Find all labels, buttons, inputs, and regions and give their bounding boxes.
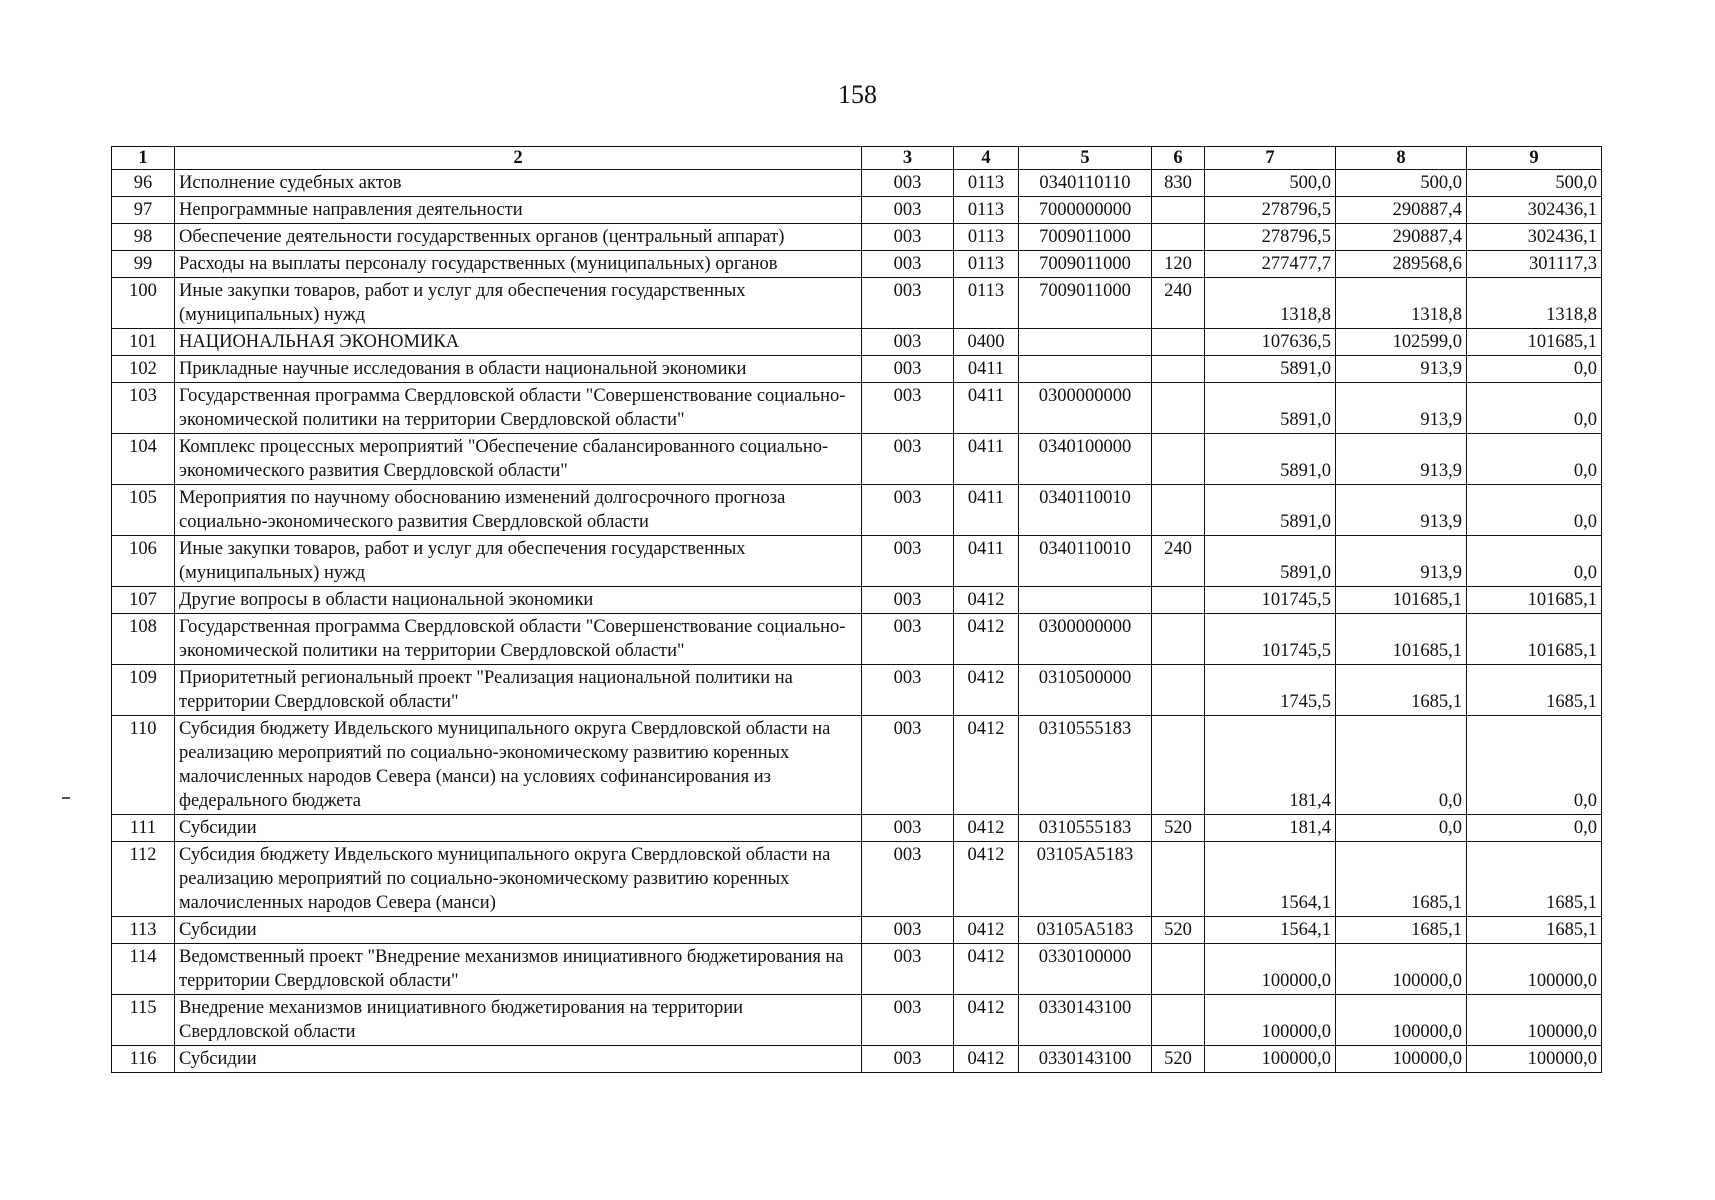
ministry-code: 003 xyxy=(862,224,954,251)
page-number: 158 xyxy=(838,80,877,109)
amount-col-9: 1685,1 xyxy=(1467,842,1602,917)
amount-col-8: 1318,8 xyxy=(1336,278,1467,329)
amount-col-9: 302436,1 xyxy=(1467,197,1602,224)
row-number: 96 xyxy=(112,170,175,197)
amount-col-9: 0,0 xyxy=(1467,383,1602,434)
amount-col-8: 500,0 xyxy=(1336,170,1467,197)
scan-mark xyxy=(62,797,70,799)
expense-name: Непрограммные направления деятельности xyxy=(175,197,862,224)
amount-col-7: 5891,0 xyxy=(1205,434,1336,485)
amount-col-7: 277477,7 xyxy=(1205,251,1336,278)
table-row xyxy=(112,224,1602,251)
amount-col-7: 181,4 xyxy=(1205,815,1336,842)
section-code: 0113 xyxy=(954,251,1019,278)
row-number: 105 xyxy=(112,485,175,536)
ministry-code: 003 xyxy=(862,917,954,944)
section-code: 0412 xyxy=(954,1046,1019,1073)
amount-col-9: 0,0 xyxy=(1467,815,1602,842)
amount-col-8: 101685,1 xyxy=(1336,587,1467,614)
table-body xyxy=(112,170,1602,1073)
table-row xyxy=(112,815,1602,842)
amount-col-7: 5891,0 xyxy=(1205,383,1336,434)
expense-type-code xyxy=(1152,224,1205,251)
expense-name: Субсидия бюджету Ивдельского муниципального округа Свердловской области на реализацию мероприятий по социально-экономическому развитию коренных малочисленных народов Севера (манси) на условиях софинансирования из федерального бюджета xyxy=(175,716,862,815)
ministry-code: 003 xyxy=(862,356,954,383)
amount-col-7: 1318,8 xyxy=(1205,278,1336,329)
table-row xyxy=(112,170,1602,197)
expense-type-code xyxy=(1152,485,1205,536)
table-row xyxy=(112,842,1602,917)
row-number: 112 xyxy=(112,842,175,917)
column-header: 1 xyxy=(112,147,175,170)
expense-type-code xyxy=(1152,587,1205,614)
expense-type-code: 240 xyxy=(1152,278,1205,329)
ministry-code: 003 xyxy=(862,329,954,356)
row-number: 99 xyxy=(112,251,175,278)
expense-name: Комплекс процессных мероприятий "Обеспечение сбалансированного социально-экономического развития Свердловской области" xyxy=(175,434,862,485)
section-code: 0113 xyxy=(954,278,1019,329)
target-article-code xyxy=(1019,587,1152,614)
row-number: 101 xyxy=(112,329,175,356)
section-code: 0411 xyxy=(954,536,1019,587)
expense-type-code xyxy=(1152,716,1205,815)
table-row xyxy=(112,485,1602,536)
expense-type-code xyxy=(1152,995,1205,1046)
target-article-code: 0340110010 xyxy=(1019,536,1152,587)
column-header: 2 xyxy=(175,147,862,170)
amount-col-8: 289568,6 xyxy=(1336,251,1467,278)
expense-type-code xyxy=(1152,434,1205,485)
row-number: 108 xyxy=(112,614,175,665)
expense-type-code xyxy=(1152,665,1205,716)
amount-col-9: 101685,1 xyxy=(1467,329,1602,356)
expense-name: Государственная программа Свердловской области "Совершенствование социально-экономической политики на территории Свердловской области" xyxy=(175,383,862,434)
amount-col-7: 5891,0 xyxy=(1205,356,1336,383)
amount-col-9: 1685,1 xyxy=(1467,917,1602,944)
table-row xyxy=(112,995,1602,1046)
table-row xyxy=(112,917,1602,944)
table-row xyxy=(112,1046,1602,1073)
table-row xyxy=(112,383,1602,434)
amount-col-8: 913,9 xyxy=(1336,536,1467,587)
table-row xyxy=(112,716,1602,815)
amount-col-9: 101685,1 xyxy=(1467,614,1602,665)
expense-name: Ведомственный проект "Внедрение механизмов инициативного бюджетирования на территории Свердловской области" xyxy=(175,944,862,995)
amount-col-7: 500,0 xyxy=(1205,170,1336,197)
section-code: 0412 xyxy=(954,995,1019,1046)
target-article-code: 7009011000 xyxy=(1019,278,1152,329)
column-header: 8 xyxy=(1336,147,1467,170)
amount-col-9: 100000,0 xyxy=(1467,1046,1602,1073)
row-number: 97 xyxy=(112,197,175,224)
column-header: 3 xyxy=(862,147,954,170)
table-row xyxy=(112,434,1602,485)
table-row xyxy=(112,329,1602,356)
amount-col-8: 913,9 xyxy=(1336,434,1467,485)
column-header: 9 xyxy=(1467,147,1602,170)
amount-col-7: 1564,1 xyxy=(1205,917,1336,944)
expense-name: Исполнение судебных актов xyxy=(175,170,862,197)
table-row xyxy=(112,278,1602,329)
amount-col-9: 500,0 xyxy=(1467,170,1602,197)
amount-col-8: 100000,0 xyxy=(1336,995,1467,1046)
section-code: 0113 xyxy=(954,170,1019,197)
amount-col-8: 290887,4 xyxy=(1336,197,1467,224)
amount-col-7: 100000,0 xyxy=(1205,944,1336,995)
amount-col-7: 278796,5 xyxy=(1205,224,1336,251)
ministry-code: 003 xyxy=(862,815,954,842)
expense-type-code xyxy=(1152,383,1205,434)
expense-type-code xyxy=(1152,329,1205,356)
ministry-code: 003 xyxy=(862,614,954,665)
target-article-code: 03105A5183 xyxy=(1019,842,1152,917)
expense-name: Мероприятия по научному обоснованию изменений долгосрочного прогноза социально-экономического развития Свердловской области xyxy=(175,485,862,536)
expense-type-code xyxy=(1152,944,1205,995)
expense-type-code: 520 xyxy=(1152,1046,1205,1073)
target-article-code: 03105A5183 xyxy=(1019,917,1152,944)
target-article-code: 0300000000 xyxy=(1019,614,1152,665)
table-row xyxy=(112,356,1602,383)
row-number: 104 xyxy=(112,434,175,485)
target-article-code: 0340110010 xyxy=(1019,485,1152,536)
row-number: 111 xyxy=(112,815,175,842)
amount-col-8: 913,9 xyxy=(1336,383,1467,434)
table-row xyxy=(112,536,1602,587)
expense-name: Субсидии xyxy=(175,917,862,944)
expense-type-code xyxy=(1152,356,1205,383)
amount-col-9: 0,0 xyxy=(1467,356,1602,383)
ministry-code: 003 xyxy=(862,170,954,197)
column-header: 5 xyxy=(1019,147,1152,170)
amount-col-9: 100000,0 xyxy=(1467,944,1602,995)
target-article-code: 7000000000 xyxy=(1019,197,1152,224)
amount-col-8: 913,9 xyxy=(1336,485,1467,536)
target-article-code: 7009011000 xyxy=(1019,251,1152,278)
row-number: 110 xyxy=(112,716,175,815)
ministry-code: 003 xyxy=(862,536,954,587)
expense-name: Субсидия бюджету Ивдельского муниципального округа Свердловской области на реализацию мероприятий по социально-экономическому развитию коренных малочисленных народов Севера (манси) xyxy=(175,842,862,917)
target-article-code: 7009011000 xyxy=(1019,224,1152,251)
expense-name: Расходы на выплаты персоналу государственных (муниципальных) органов xyxy=(175,251,862,278)
table-row xyxy=(112,587,1602,614)
section-code: 0412 xyxy=(954,665,1019,716)
amount-col-7: 5891,0 xyxy=(1205,536,1336,587)
section-code: 0113 xyxy=(954,224,1019,251)
row-number: 113 xyxy=(112,917,175,944)
amount-col-9: 1318,8 xyxy=(1467,278,1602,329)
expense-name: Иные закупки товаров, работ и услуг для обеспечения государственных (муниципальных) нужд xyxy=(175,278,862,329)
amount-col-7: 181,4 xyxy=(1205,716,1336,815)
target-article-code: 0310555183 xyxy=(1019,815,1152,842)
column-header: 7 xyxy=(1205,147,1336,170)
amount-col-8: 290887,4 xyxy=(1336,224,1467,251)
column-header: 4 xyxy=(954,147,1019,170)
expense-name: Внедрение механизмов инициативного бюджетирования на территории Свердловской области xyxy=(175,995,862,1046)
section-code: 0412 xyxy=(954,614,1019,665)
amount-col-9: 100000,0 xyxy=(1467,995,1602,1046)
ministry-code: 003 xyxy=(862,995,954,1046)
ministry-code: 003 xyxy=(862,485,954,536)
section-code: 0412 xyxy=(954,842,1019,917)
expense-type-code xyxy=(1152,614,1205,665)
row-number: 100 xyxy=(112,278,175,329)
ministry-code: 003 xyxy=(862,278,954,329)
amount-col-9: 0,0 xyxy=(1467,536,1602,587)
ministry-code: 003 xyxy=(862,251,954,278)
amount-col-9: 0,0 xyxy=(1467,716,1602,815)
row-number: 107 xyxy=(112,587,175,614)
row-number: 116 xyxy=(112,1046,175,1073)
expense-type-code: 520 xyxy=(1152,815,1205,842)
expense-type-code xyxy=(1152,842,1205,917)
row-number: 109 xyxy=(112,665,175,716)
target-article-code: 0310500000 xyxy=(1019,665,1152,716)
expense-name: Государственная программа Свердловской области "Совершенствование социально-экономической политики на территории Свердловской области" xyxy=(175,614,862,665)
amount-col-9: 0,0 xyxy=(1467,485,1602,536)
section-code: 0412 xyxy=(954,587,1019,614)
target-article-code: 0330100000 xyxy=(1019,944,1152,995)
amount-col-7: 1745,5 xyxy=(1205,665,1336,716)
section-code: 0113 xyxy=(954,197,1019,224)
ministry-code: 003 xyxy=(862,383,954,434)
amount-col-9: 0,0 xyxy=(1467,434,1602,485)
section-code: 0411 xyxy=(954,434,1019,485)
ministry-code: 003 xyxy=(862,587,954,614)
section-code: 0412 xyxy=(954,716,1019,815)
target-article-code: 0340100000 xyxy=(1019,434,1152,485)
amount-col-8: 1685,1 xyxy=(1336,842,1467,917)
ministry-code: 003 xyxy=(862,1046,954,1073)
amount-col-7: 100000,0 xyxy=(1205,1046,1336,1073)
amount-col-7: 101745,5 xyxy=(1205,587,1336,614)
expense-type-code: 520 xyxy=(1152,917,1205,944)
column-header: 6 xyxy=(1152,147,1205,170)
expense-name: НАЦИОНАЛЬНАЯ ЭКОНОМИКА xyxy=(175,329,862,356)
row-number: 102 xyxy=(112,356,175,383)
ministry-code: 003 xyxy=(862,197,954,224)
table-row xyxy=(112,944,1602,995)
amount-col-8: 100000,0 xyxy=(1336,944,1467,995)
ministry-code: 003 xyxy=(862,434,954,485)
target-article-code: 0310555183 xyxy=(1019,716,1152,815)
expense-name: Другие вопросы в области национальной экономики xyxy=(175,587,862,614)
section-code: 0400 xyxy=(954,329,1019,356)
expense-name: Субсидии xyxy=(175,1046,862,1073)
section-code: 0412 xyxy=(954,917,1019,944)
table-row xyxy=(112,197,1602,224)
expense-name: Приоритетный региональный проект "Реализация национальной политики на территории Свердловской области" xyxy=(175,665,862,716)
amount-col-8: 102599,0 xyxy=(1336,329,1467,356)
expense-type-code: 240 xyxy=(1152,536,1205,587)
row-number: 103 xyxy=(112,383,175,434)
ministry-code: 003 xyxy=(862,716,954,815)
ministry-code: 003 xyxy=(862,665,954,716)
expense-name: Прикладные научные исследования в области национальной экономики xyxy=(175,356,862,383)
row-number: 114 xyxy=(112,944,175,995)
ministry-code: 003 xyxy=(862,842,954,917)
amount-col-7: 5891,0 xyxy=(1205,485,1336,536)
row-number: 106 xyxy=(112,536,175,587)
amount-col-7: 101745,5 xyxy=(1205,614,1336,665)
expense-name: Обеспечение деятельности государственных органов (центральный аппарат) xyxy=(175,224,862,251)
amount-col-9: 302436,1 xyxy=(1467,224,1602,251)
section-code: 0411 xyxy=(954,485,1019,536)
table-row xyxy=(112,251,1602,278)
target-article-code: 0330143100 xyxy=(1019,995,1152,1046)
amount-col-7: 100000,0 xyxy=(1205,995,1336,1046)
expense-type-code: 830 xyxy=(1152,170,1205,197)
ministry-code: 003 xyxy=(862,944,954,995)
amount-col-9: 1685,1 xyxy=(1467,665,1602,716)
amount-col-9: 301117,3 xyxy=(1467,251,1602,278)
target-article-code: 0340110110 xyxy=(1019,170,1152,197)
table-row xyxy=(112,614,1602,665)
amount-col-7: 278796,5 xyxy=(1205,197,1336,224)
target-article-code: 0300000000 xyxy=(1019,383,1152,434)
target-article-code xyxy=(1019,356,1152,383)
amount-col-8: 0,0 xyxy=(1336,716,1467,815)
amount-col-7: 107636,5 xyxy=(1205,329,1336,356)
expense-name: Иные закупки товаров, работ и услуг для обеспечения государственных (муниципальных) нужд xyxy=(175,536,862,587)
expense-name: Субсидии xyxy=(175,815,862,842)
expense-type-code: 120 xyxy=(1152,251,1205,278)
amount-col-8: 101685,1 xyxy=(1336,614,1467,665)
amount-col-8: 1685,1 xyxy=(1336,665,1467,716)
target-article-code: 0330143100 xyxy=(1019,1046,1152,1073)
header-row xyxy=(112,147,1602,170)
amount-col-8: 0,0 xyxy=(1336,815,1467,842)
amount-col-7: 1564,1 xyxy=(1205,842,1336,917)
table-row xyxy=(112,665,1602,716)
expense-type-code xyxy=(1152,197,1205,224)
budget-table xyxy=(111,146,1602,1073)
amount-col-9: 101685,1 xyxy=(1467,587,1602,614)
section-code: 0412 xyxy=(954,944,1019,995)
amount-col-8: 100000,0 xyxy=(1336,1046,1467,1073)
section-code: 0411 xyxy=(954,383,1019,434)
amount-col-8: 913,9 xyxy=(1336,356,1467,383)
row-number: 98 xyxy=(112,224,175,251)
target-article-code xyxy=(1019,329,1152,356)
section-code: 0411 xyxy=(954,356,1019,383)
section-code: 0412 xyxy=(954,815,1019,842)
row-number: 115 xyxy=(112,995,175,1046)
amount-col-8: 1685,1 xyxy=(1336,917,1467,944)
